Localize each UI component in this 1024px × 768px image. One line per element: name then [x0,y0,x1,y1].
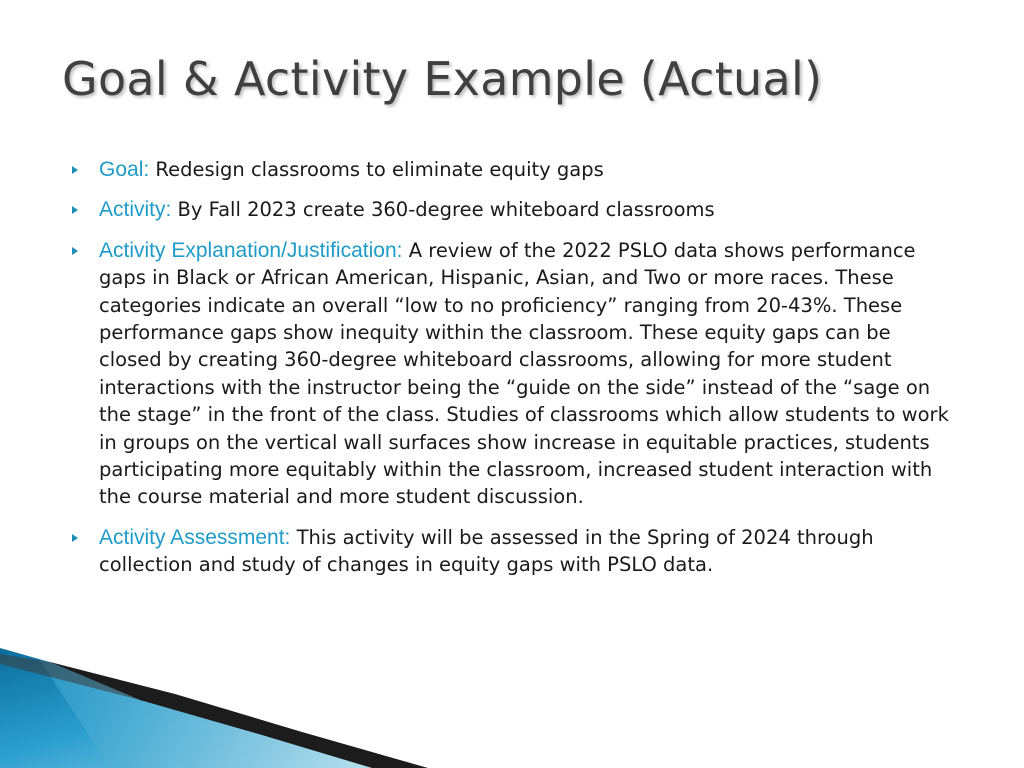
bullet-label: Activity: [99,198,172,222]
slide-title: Goal & Activity Example (Actual) [62,52,823,106]
bullet-label: Activity Explanation/Justification: [99,238,403,262]
bullet-text: Redesign classrooms to eliminate equity gaps [155,158,604,181]
bullet-text: A review of the 2022 PSLO data shows performance gaps in Black or African American, Hispanic, Asian, and Two or more races. These categories indicate an overall “low to no proficiency” ranging from 20-43%. These performance gaps show inequity within the classroom. These equity gaps can be closed by creating 360-degree whiteboard classrooms, allowing for more student interactions with the instructor being the “guide on the side” instead of the “sage on the stage” in the front of the class. Studies of classrooms which allow students to work in groups on the vertical wall surfaces show increase in equitable practices, students participating more equitably within the classroom, increased student interaction with the course material and more student discussion. [99,238,949,509]
bullet-text: This activity will be assessed in the Spring of 2024 through collection and study of changes in equity gaps with PSLO data. [99,525,874,577]
bullet-label: Goal: [99,158,150,181]
bullet-text: By Fall 2023 create 360-degree whiteboard classrooms [177,198,715,222]
bullet-label: Activity Assessment: [99,525,291,549]
